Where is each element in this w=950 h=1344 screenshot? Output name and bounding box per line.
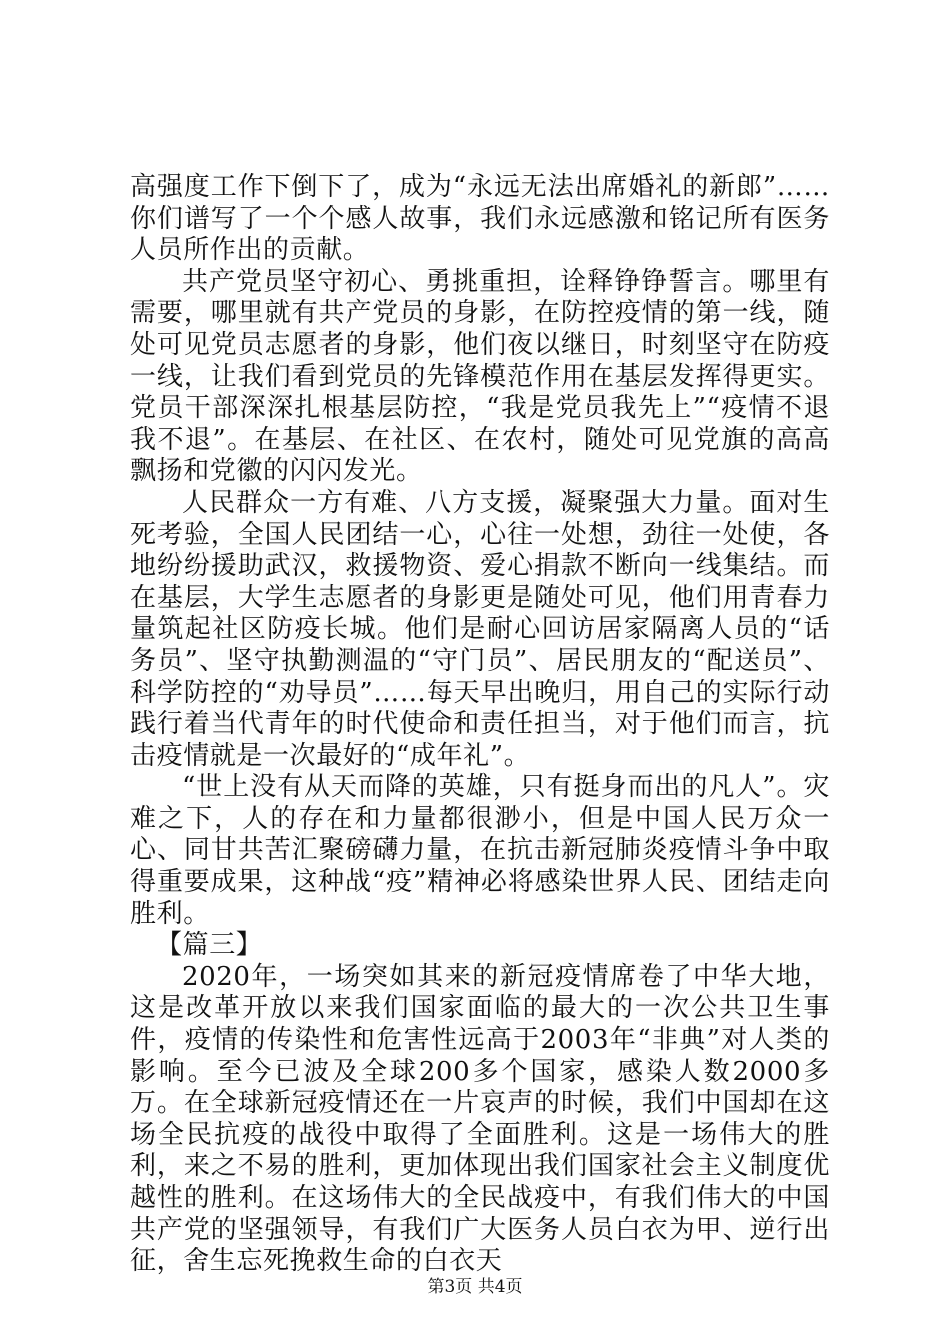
page-footer: 第3页 共4页 bbox=[427, 1277, 523, 1297]
document-body bbox=[130, 172, 830, 1278]
paragraph-people: 人民群众一方有难、八方支援，凝聚强大力量。面对生死考验，全国人民团结一心，心往一处想，劲往一处使，各地纷纷援助武汉，救援物资、爱心捐款不断向一线集结。而在基层，大学生志愿者的身影更是随处可见，他们用青春力量筑起社区防疫长城。他们是耐心回访居家隔离人员的“话务员”、坚守执勤测温的“守门员”、居民朋友的“配送员”、科学防控的“劝导员”……每天早出晚归，用自己的实际行动践行着当代青年的时代使命和责任担当，对于他们而言，抗击疫情就是一次最好的“成年礼”。 bbox=[130, 487, 830, 771]
paragraph-party-members: 共产党员坚守初心、勇挑重担，诠释铮铮誓言。哪里有需要，哪里就有共产党员的身影，在防控疫情的第一线，随处可见党员志愿者的身影，他们夜以继日，时刻坚守在防疫一线，让我们看到党员的先锋模范作用在基层发挥得更实。党员干部深深扎根基层防控，“我是党员我先上”“疫情不退我不退”。在基层、在社区、在农村，随处可见党旗的高高飘扬和党徽的闪闪发光。 bbox=[130, 266, 830, 487]
paragraph-2020: 2020年，一场突如其来的新冠疫情席卷了中华大地，这是改革开放以来我们国家面临的最大的一次公共卫生事件，疫情的传染性和危害性远高于2003年“非典”对人类的影响。至今已波及全球200多个国家，感染人数2000多万。在全球新冠疫情还在一片哀声的时候，我们中国却在这场全民抗疫的战役中取得了全面胜利。这是一场伟大的胜利，来之不易的胜利，更加体现出我们国家社会主义制度优越性的胜利。在这场伟大的全民战疫中，有我们伟大的中国共产党的坚强领导，有我们广大医务人员白衣为甲、逆行出征，舍生忘死挽救生命的白衣天 bbox=[130, 961, 830, 1277]
section-heading: 【篇三】 bbox=[156, 930, 263, 961]
paragraph-heroes: “世上没有从天而降的英雄，只有挺身而出的凡人”。灾难之下，人的存在和力量都很渺小，但是中国人民万众一心、同甘共苦汇聚磅礴力量，在抗击新冠肺炎疫情斗争中取得重要成果，这种战“疫”精神必将感染世界人民、团结走向胜利。 bbox=[130, 772, 830, 929]
paragraph-continuation: 高强度工作下倒下了，成为“永远无法出席婚礼的新郎”……你们谱写了一个个感人故事，我们永远感激和铭记所有医务人员所作出的贡献。 bbox=[130, 172, 830, 266]
